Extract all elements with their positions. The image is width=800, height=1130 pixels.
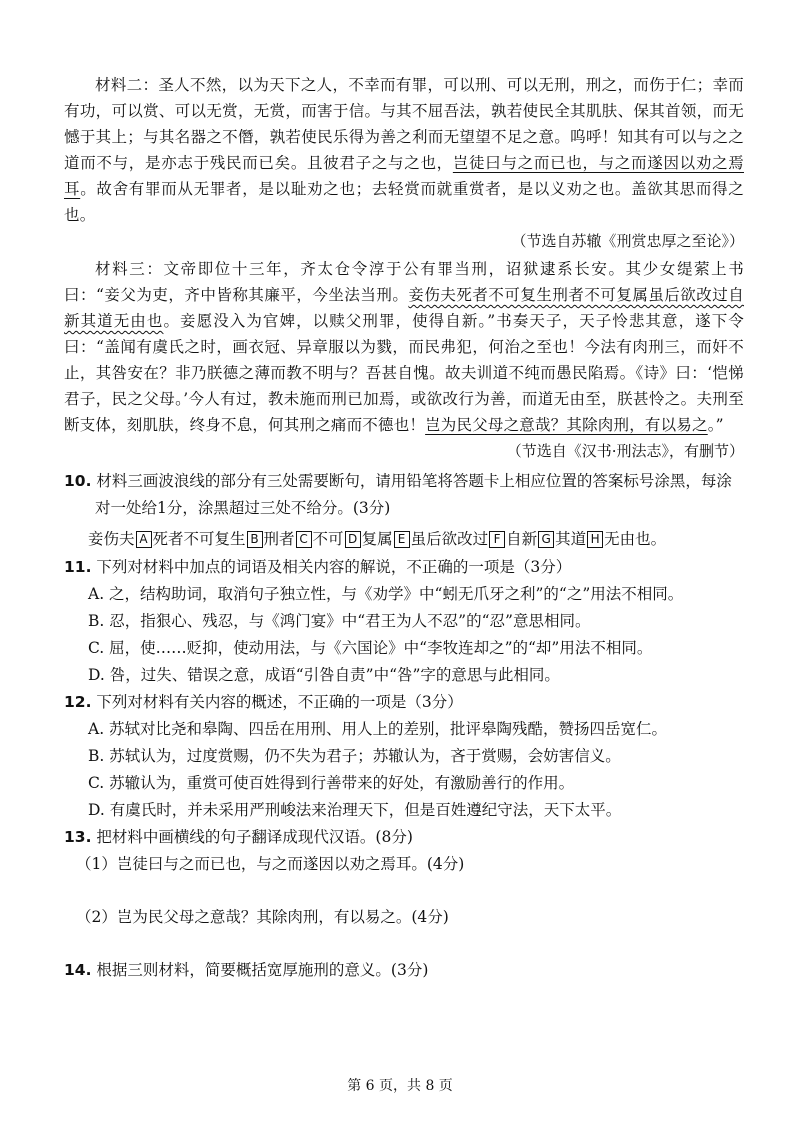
segment-text: 妾伤夫 bbox=[88, 530, 135, 548]
answer-box-g[interactable]: G bbox=[538, 531, 554, 548]
segment-text: 刑者 bbox=[263, 530, 295, 548]
material-two-underlined-sentence: 岂徒曰与之而已也，与之而遂因以劝之焉耳 bbox=[64, 154, 744, 198]
question-10 bbox=[64, 468, 744, 522]
question-13-number: 13. bbox=[64, 828, 92, 846]
material-two-text-end: 。故舍有罪而从无罪者，是以耻劝之也；去轻赏而就重赏者，是以义劝之也。盖欲其思而得之也。 bbox=[64, 180, 744, 224]
answer-box-a[interactable]: A bbox=[136, 531, 152, 548]
segment-text: 复属 bbox=[361, 530, 393, 548]
answer-box-h[interactable]: H bbox=[587, 531, 603, 548]
answer-space bbox=[64, 878, 744, 904]
question-13-item-2: （2）岂为民父母之意哉？其除肉刑，有以易之。(4分) bbox=[76, 908, 449, 926]
material-two-paragraph bbox=[64, 72, 744, 228]
question-10-stem: 材料三画波浪线的部分有三处需要断句，请用铅笔将答题卡上相应位置的答案标号涂黑，每涂对一处给1分，涂黑超过三处不给分。(3分) bbox=[95, 472, 732, 517]
question-10-segmentation bbox=[88, 524, 744, 554]
question-12-stem: 下列对材料有关内容的概述，不正确的一项是（3分） bbox=[96, 693, 463, 711]
answer-box-c[interactable]: C bbox=[296, 531, 312, 548]
material-three-text-end: 。” bbox=[707, 416, 724, 434]
question-11 bbox=[64, 554, 744, 581]
question-11-number: 11. bbox=[64, 558, 92, 576]
question-14-stem: 根据三则材料，简要概括宽厚施刑的意义。(3分) bbox=[96, 961, 429, 979]
question-12-option-b: B. 苏轼认为，过度赏赐，仍不失为君子；苏辙认为，吝于赏赐，会妨害信义。 bbox=[88, 747, 621, 765]
answer-box-e[interactable]: E bbox=[394, 531, 410, 548]
question-14-number: 14. bbox=[64, 961, 92, 979]
question-14 bbox=[64, 957, 744, 984]
segment-text: 不可 bbox=[312, 530, 344, 548]
question-12-option-d: D. 有虞氏时，并未采用严刑峻法来治理天下，但是百姓遵纪守法，天下太平。 bbox=[88, 801, 622, 819]
question-10-number: 10. bbox=[64, 472, 92, 490]
question-11-option-a: A. 之，结构助词，取消句子独立性，与《劝学》中“蚓无爪牙之利”的“之”用法不相同。 bbox=[88, 585, 684, 603]
question-12-option-c: C. 苏辙认为，重赏可使百姓得到行善带来的好处，有激励善行的作用。 bbox=[88, 774, 575, 792]
material-two-source: （节选自苏辙《刑赏忠厚之至论》） bbox=[511, 232, 744, 250]
question-13-item-1: （1）岂徒曰与之而已也，与之而遂因以劝之焉耳。(4分) bbox=[76, 855, 465, 873]
question-13 bbox=[64, 824, 744, 851]
material-three-text: 材料三：文帝即位十三年，齐太仓令淳于公有罪当刑，诏狱逮系长安。其少女缇萦上书曰：“妾父为吏，齐中皆称其廉平，今坐法当刑。 bbox=[64, 260, 744, 304]
segment-text: 无由也。 bbox=[604, 530, 667, 548]
material-two-text: 材料二：圣人不然，以为天下之人，不幸而有罪，可以刑、可以无刑，刑之，而伤于仁；幸而有功，可以赏、可以无赏，无赏，而害于信。与其不屈吾法，孰若使民全其肌肤、保其首领，而无憾于其上；与其名器之不僭，孰若使民乐得为善之利而无望望不足之意。呜呼！知其有可以与之之道而不与，是亦志于残民而已矣。且彼君子之与之也， bbox=[64, 76, 744, 172]
segment-text: 虽后欲改过 bbox=[410, 530, 489, 548]
answer-box-f[interactable]: F bbox=[489, 531, 505, 548]
page-content bbox=[64, 72, 744, 984]
material-three-wavy-sentence: 妾伤夫死者不可复生刑者不可复属虽后欲改过自新其道无由也 bbox=[64, 286, 744, 330]
page-footer: 第 6 页，共 8 页 bbox=[347, 1078, 453, 1094]
material-three-source: （节选自《汉书·刑法志》，有删节） bbox=[506, 442, 744, 460]
material-three-paragraph bbox=[64, 256, 744, 438]
material-three-underlined-sentence: 岂为民父母之意哉？其除肉刑，有以易之 bbox=[425, 416, 708, 434]
material-three-text-middle: 。妾愿没入为官婢，以赎父刑罪，使得自新。”书奏天子，天子怜悲其意，遂下令曰：“盖闻有虞氏之时，画衣冠、异章服以为戮，而民弗犯，何治之至也！今法有肉刑三，而奸不止，其咎安在？非乃朕德之薄而教不明与？吾甚自愧。故夫训道不纯而愚民陷焉。《诗》曰：‘恺悌君子，民之父母。’今人有过，教未施而刑已加焉，或欲改行为善，而道无由至，朕甚怜之。夫刑至断支体，刻肌肤，终身不息，何其刑之痛而不德也！ bbox=[64, 312, 744, 434]
segment-text: 自新 bbox=[506, 530, 538, 548]
question-12 bbox=[64, 689, 744, 716]
question-11-option-b: B. 忍，指狠心、残忍，与《鸿门宴》中“君王为人不忍”的“忍”意思相同。 bbox=[88, 612, 591, 630]
segment-text: 其道 bbox=[555, 530, 587, 548]
question-11-option-d: D. 咎，过失、错误之意，成语“引咎自责”中“咎”字的意思与此相同。 bbox=[88, 666, 560, 684]
answer-box-b[interactable]: B bbox=[247, 531, 263, 548]
question-13-stem: 把材料中画横线的句子翻译成现代汉语。(8分) bbox=[96, 828, 413, 846]
question-11-option-c: C. 屈，使……贬抑，使动用法，与《六国论》中“李牧连却之”的“却”用法不相同。 bbox=[88, 639, 653, 657]
question-12-number: 12. bbox=[64, 693, 92, 711]
question-11-stem: 下列对材料中加点的词语及相关内容的解说，不正确的一项是（3分） bbox=[96, 558, 572, 576]
question-12-option-a: A. 苏轼对比尧和皋陶、四岳在用刑、用人上的差别，批评皋陶残酷，赞扬四岳宽仁。 bbox=[88, 720, 668, 738]
segment-text: 死者不可复生 bbox=[152, 530, 246, 548]
answer-box-d[interactable]: D bbox=[345, 531, 361, 548]
answer-space bbox=[64, 931, 744, 957]
